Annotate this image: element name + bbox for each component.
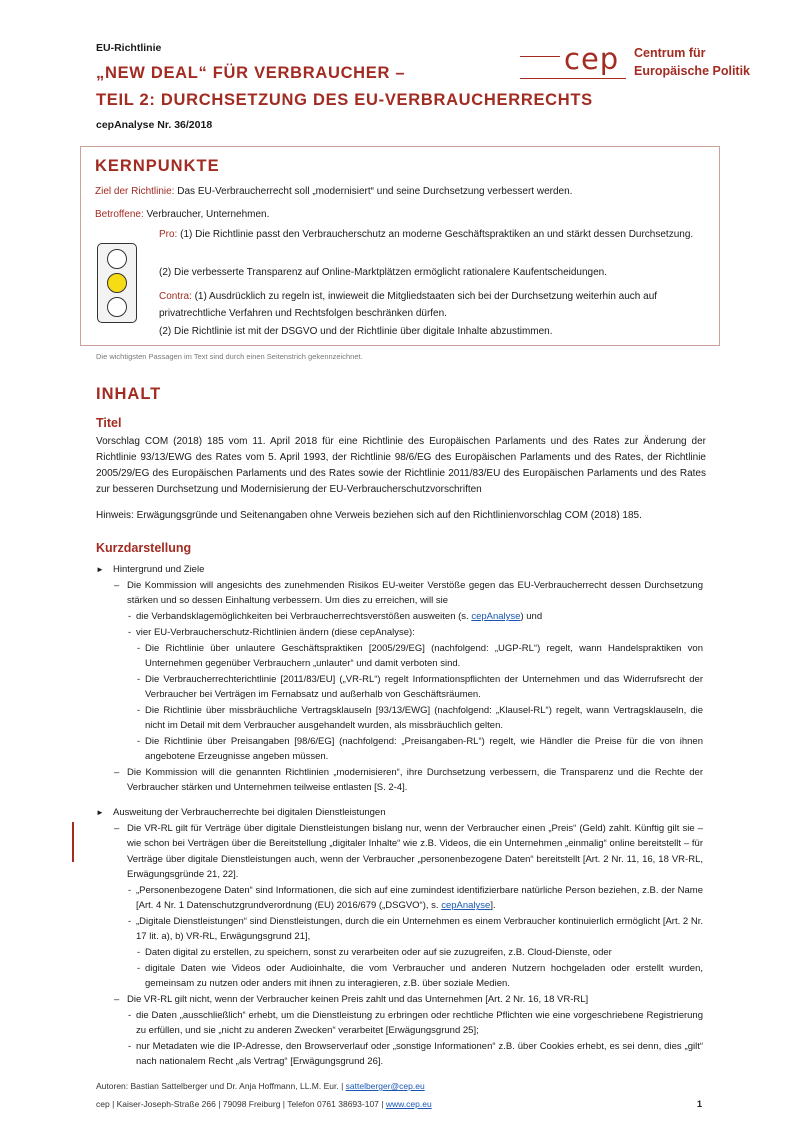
list-b2-d1-b-1: Daten digital zu erstellen, zu speichern, sonst zu verarbeiten oder auf sie zuzugreifen, z.B. Cloud-Dienste, oder	[145, 947, 612, 958]
dash-icon: -	[128, 611, 132, 622]
dash-icon: -	[137, 643, 141, 654]
page-number: 1	[697, 1099, 703, 1109]
pro-1-text: (1) Die Richtlinie passt den Verbraucherschutz an moderne Geschäftspraktiken an und stärkt dessen Durchsetzung.	[177, 229, 694, 240]
dash-icon: -	[128, 1041, 132, 1052]
email-link[interactable]: sattelberger@cep.eu	[345, 1081, 425, 1091]
pro-1	[159, 226, 705, 243]
list-b2-d1-a	[136, 883, 703, 914]
contra-1	[159, 288, 705, 322]
logo-mark: cep	[564, 42, 620, 76]
list-b1-d1-a-text: die Verbandsklagemöglichkeiten bei Verbraucherrechtsverstößen ausweiten (s.	[136, 611, 472, 622]
list-b1-d1-a-end: ) und	[520, 611, 543, 622]
footer-authors-text: Autoren: Bastian Sattelberger und Dr. Anja Hoffmann, LL.M. Eur. |	[96, 1081, 346, 1091]
list-b2-d1: Die VR-RL gilt für Verträge über digitale Dienstleistungen bislang nur, wenn der Verbraucher einen „Preis“ (Geld) zahlt. Künftig gilt sie – wie schon bei Verträgen über die Bereitstellung „digitaler Inhalte“ wie z.B. Videos, die ein Unternehmen „einmalig“ online bereitstellt – für Verträge über digitale Dienstleistungen auch, wenn der Verbraucher „personenbezogene Daten“ bereitstellt [Art. 2 Nr. 11, 16, 18 VR-RL, Erwägungsgründe 21, 22].	[127, 823, 703, 880]
dash-icon: -	[128, 627, 132, 638]
hinweis-text: Hinweis: Erwägungsgründe und Seitenangaben ohne Verweis beziehen sich auf den Richtlinienvorschlag COM (2018) 185.	[96, 510, 642, 521]
list-b2-d1-a-end: ].	[490, 900, 496, 912]
inhalt-heading: INHALT	[96, 385, 162, 403]
dash-icon: -	[128, 1010, 132, 1021]
website-link[interactable]: www.cep.eu	[385, 1099, 432, 1109]
traffic-light-top	[107, 249, 127, 269]
traffic-light-icon	[97, 243, 137, 323]
contra-2: (2) Die Richtlinie ist mit der DSGVO und der Richtlinie über digitale Inhalte abzustimmen.	[159, 326, 553, 337]
list-b2-d1-a-text: „Personenbezogene Daten“ sind Informationen, die sich auf eine zumindest identifizierbare natürliche Person beziehen, z.B. der Name [Art. 4 Nr. 1 Datenschutzgrundverordnung (EU) 2016/679 („DSGVO“), s.	[136, 885, 703, 912]
page-title-line1: „NEW DEAL“ FÜR VERBRAUCHER –	[96, 64, 406, 82]
page-title-line2: TEIL 2: DURCHSETZUNG DES EU-VERBRAUCHERRECHTS	[96, 91, 593, 109]
list-b1-d1-b-4: Die Richtlinie über Preisangaben [98/6/EG] (nachfolgend: „Preisangaben-RL“) regelt, wie Händler die Preise für die von ihnen angebotene Erzeugnisse angeben müssen.	[145, 736, 703, 763]
bullet-icon: ►	[96, 565, 104, 574]
list-b2-d2: Die VR-RL gilt nicht, wenn der Verbraucher keinen Preis zahlt und das Unternehmen [Art. 2 Nr. 16, 18 VR-RL]	[127, 994, 589, 1005]
dash-icon: –	[114, 994, 120, 1005]
footer-authors	[96, 1081, 425, 1091]
cep-logo	[520, 42, 780, 92]
margin-note: Die wichtigsten Passagen im Text sind durch einen Seitenstrich gekennzeichnet.	[96, 352, 363, 361]
betroffene-label: Betroffene:	[95, 209, 144, 220]
list-b1-d1-b-3: Die Richtlinie über missbräuchliche Vertragsklauseln [93/13/EWG] (nachfolgend: „Klausel-RL“) regelt, wann Vertragsklauseln, die nicht im Detail mit dem Verbraucher ausgehandelt wurden, als missbräuchlich gelten.	[145, 705, 703, 732]
list-b2-d1-b-2: digitale Daten wie Videos oder Audioinhalte, die vom Verbraucher und anderen Nutzern hochgeladen oder erstellt wurden, gemeinsam zu nutzen oder anders mit ihnen zu interagieren, z.B. über soziale Medien.	[145, 963, 703, 990]
pro-2: (2) Die verbesserte Transparenz auf Online-Marktplätzen ermöglicht rationalere Kaufentscheidungen.	[159, 267, 608, 278]
kernpunkte-ziel	[95, 186, 572, 197]
important-passage-mark	[72, 822, 74, 862]
betroffene-text: Verbraucher, Unternehmen.	[143, 209, 270, 220]
kernpunkte-box	[80, 146, 720, 346]
titel-text: Vorschlag COM (2018) 185 vom 11. April 2018 für eine Richtlinie des Europäischen Parlaments und des Rates zur Änderung der Richtlinie 93/13/EWG des Rates vom 5. April 1993, der Richtlinie 98/6/EG des Europäischen Parlaments und des Rates, der Richtlinie 2005/29/EG des Europäischen Parlaments und des Rates sowie der Richtlinie 2011/83/EU des Europäischen Parlaments und des Rates zur besseren Durchsetzung und Modernisierung der EU-Verbraucherschutzvorschriften	[96, 436, 706, 495]
logo-line-left	[520, 56, 560, 57]
kurzdarstellung-heading: Kurzdarstellung	[96, 541, 192, 555]
analysis-number: cepAnalyse Nr. 36/2018	[96, 119, 213, 131]
document-type: EU-Richtlinie	[96, 42, 162, 54]
pro-label: Pro:	[159, 229, 178, 240]
dash-icon: -	[137, 736, 141, 747]
list-b2-d2-b: nur Metadaten wie die IP-Adresse, den Browserverlauf oder „sonstige Informationen“ z.B. über Cookies erhebt, es sei denn, dies „gilt“ nach nationalem Recht „als Vertrag“ [Erwägungsgrund 26].	[136, 1041, 703, 1068]
dash-icon: -	[137, 674, 141, 685]
dash-icon: -	[128, 885, 132, 896]
traffic-light-bottom	[107, 297, 127, 317]
list-b2-d1-b: „Digitale Dienstleistungen“ sind Dienstleistungen, durch die ein Unternehmen es einem Verbraucher kontinuierlich ermöglicht [Art. 2 Nr. 17 lit. a), b) VR-RL, Erwägungsgrund 21],	[136, 916, 703, 943]
ziel-text: Das EU-Verbraucherrecht soll „modernisiert“ und seine Durchsetzung verbessert werden.	[174, 186, 573, 197]
list-b1-d1-b-2: Die Verbraucherrechterichtlinie [2011/83/EU] („VR-RL“) regelt Informationspflichten der Unternehmen und das Widerrufsrecht der Verbraucher bei Verträgen im Fernabsatz und außerhalb von Geschäftsräumen.	[145, 674, 703, 701]
kernpunkte-betroffene	[95, 209, 269, 220]
dash-icon: –	[114, 823, 120, 834]
list-b1: Hintergrund und Ziele	[113, 564, 205, 575]
dash-icon: -	[137, 705, 141, 716]
traffic-light-middle	[107, 273, 127, 293]
logo-line2: Europäische Politik	[634, 64, 751, 78]
list-b1-d1-a	[136, 609, 703, 624]
dash-icon: –	[114, 580, 120, 591]
contra-1-text: (1) Ausdrücklich zu regeln ist, inwieweit die Mitgliedstaaten sich bei der Durchsetzung weiterhin auch auf privatrechtliche Verfahren und Rechtsfolgen beschränken dürfen.	[159, 291, 658, 319]
kernpunkte-title: KERNPUNKTE	[95, 157, 220, 175]
logo-line1: Centrum für	[634, 46, 706, 60]
dash-icon: -	[137, 947, 141, 958]
logo-line-bottom	[520, 78, 626, 79]
footer-address-text: cep | Kaiser-Joseph-Straße 266 | 79098 Freiburg | Telefon 0761 38693-107 |	[96, 1099, 386, 1109]
dash-icon: -	[128, 916, 132, 927]
list-b2-d2-a: die Daten „ausschließlich“ erhebt, um die Dienstleistung zu erbringen oder rechtliche Pflichten wie eine vorgeschriebene Registrierung zu erfüllen, und sie „nicht zu anderen Zwecken“ verarbeitet [Erwägungsgrund 25];	[136, 1010, 703, 1037]
list-b1-d1: Die Kommission will angesichts des zunehmenden Risikos EU-weiter Verstöße gegen das EU-Verbraucherrecht dessen Durchsetzung stärken und so dessen Einhaltung verbessern. Um dies zu erreichen, will sie	[127, 580, 703, 607]
cepanalyse-link[interactable]: cepAnalyse	[471, 611, 521, 622]
list-b1-d1-b: vier EU-Verbraucherschutz-Richtlinien ändern (diese cepAnalyse):	[136, 627, 415, 638]
dash-icon: -	[137, 963, 141, 974]
ziel-label: Ziel der Richtlinie:	[95, 186, 175, 197]
cepanalyse-link[interactable]: cepAnalyse	[441, 900, 491, 912]
list-b2: Ausweitung der Verbraucherrechte bei digitalen Dienstleistungen	[113, 807, 386, 818]
titel-heading: Titel	[96, 416, 122, 430]
list-b1-d1-b-1: Die Richtlinie über unlautere Geschäftspraktiken [2005/29/EG] (nachfolgend: „UGP-RL“) regelt, wann Handelspraktiken von Unternehmen gegenüber Verbrauchern „unlauter“ und damit verboten sind.	[145, 643, 703, 670]
bullet-icon: ►	[96, 808, 104, 817]
list-b1-d2: Die Kommission will die genannten Richtlinien „modernisieren“, ihre Durchsetzung verbessern, die Transparenz und die Rechte der Verbraucher stärken und Unternehmen teilweise entlasten [S. 2-4].	[127, 767, 703, 794]
dash-icon: –	[114, 767, 120, 778]
footer-address	[96, 1099, 432, 1109]
contra-label: Contra:	[159, 291, 192, 302]
